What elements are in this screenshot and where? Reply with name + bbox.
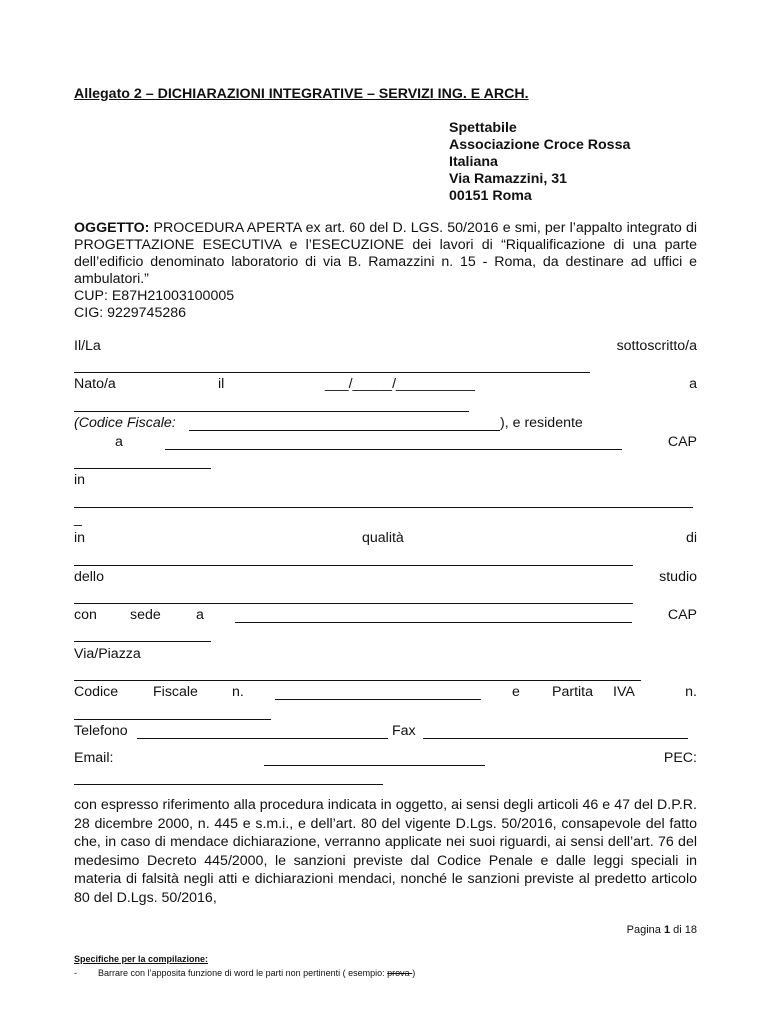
label-email: Email: bbox=[74, 750, 114, 766]
notes-dash: - bbox=[74, 968, 77, 978]
recipient-line: 00151 Roma bbox=[449, 188, 532, 204]
field-via-line[interactable] bbox=[74, 680, 641, 681]
recipient-block bbox=[449, 120, 630, 205]
label-il-la: Il/La bbox=[74, 338, 101, 354]
label-pec: PEC: bbox=[663, 750, 697, 766]
label-in-qualita: in bbox=[74, 530, 86, 546]
page-current: 1 bbox=[663, 924, 671, 936]
label-di: di bbox=[685, 530, 697, 546]
label-a-residence: a bbox=[115, 434, 123, 450]
field-email-line[interactable] bbox=[264, 765, 485, 766]
label-a: a bbox=[689, 376, 697, 392]
label-dello: dello bbox=[74, 569, 104, 585]
label-cap: CAP bbox=[667, 434, 697, 450]
subject-label: OGGETTO: bbox=[74, 220, 150, 236]
label-residente: ), e residente bbox=[500, 415, 583, 431]
label-cap-sede: CAP bbox=[667, 607, 697, 623]
notes-text: Barrare con l’apposita funzione di word le parti non pertinenti ( esempio: bbox=[98, 968, 388, 978]
label-cf-fiscale: Fiscale bbox=[153, 684, 198, 700]
label-cf-codice: Codice bbox=[74, 684, 119, 700]
recipient-line: Spettabile bbox=[449, 120, 517, 136]
field-cap-line[interactable] bbox=[74, 468, 211, 469]
field-fax-line[interactable] bbox=[423, 738, 688, 739]
notes-title: Specifiche per la compilazione: bbox=[74, 954, 209, 964]
declaration-paragraph: con espresso riferimento alla procedura indicata in oggetto, ai sensi degli articoli 46 e 47 del D.P.R. 28 dicembre 2000, n. 445 e s.m.i., e dell’art. 80 del vigente D.Lgs. 50/2016, consapevole del fatto che, in caso di mendace dichiarazione, verranno applicate nei suoi riguardi, ai sensi dell’art. 76 del medesimo Decreto 445/2000, le sanzioni previste dal Codice Penale e dalle leggi speciali in materia di falsità negli atti e dichiarazioni mendaci, nonché le sanzioni previste al predetto articolo 80 del D.Lgs. 50/2016, bbox=[74, 797, 697, 906]
label-sottoscritto: sottoscritto/a bbox=[616, 338, 697, 354]
field-pec-line[interactable] bbox=[74, 784, 383, 785]
label-e: e bbox=[512, 684, 520, 700]
page-prefix: Pagina bbox=[626, 924, 664, 936]
label-fax: Fax bbox=[392, 723, 416, 739]
notes-item bbox=[74, 968, 415, 978]
field-studio-line[interactable] bbox=[74, 603, 633, 604]
label-iva: IVA bbox=[613, 684, 635, 700]
label-cf-n: n. bbox=[232, 684, 244, 700]
page-number bbox=[627, 924, 697, 937]
field-sede-line[interactable] bbox=[235, 622, 632, 623]
label-in: in bbox=[74, 472, 86, 488]
field-birthplace-line[interactable] bbox=[74, 411, 469, 412]
subject-text: PROCEDURA APERTA ex art. 60 del D. LGS. 50/2016 e smi, per l’appalto integrato di PROGETTAZIONE ESECUTIVA e l’ESECUZIONE dei lavori di “Riqualificazione di una parte dell’edificio denominato laboratorio di via B. Ramazzini n. 15 - Roma, da destinare ad uffici e ambulatori.” bbox=[74, 220, 697, 287]
notes-example: prova bbox=[387, 968, 413, 978]
field-birth-date[interactable]: ___/_____/__________ bbox=[325, 376, 475, 392]
label-sede: sede bbox=[130, 607, 161, 623]
label-a-sede: a bbox=[196, 607, 204, 623]
field-cf-studio-line[interactable] bbox=[275, 699, 481, 700]
recipient-line: Associazione Croce Rossa bbox=[449, 137, 631, 153]
subject-block bbox=[74, 220, 697, 322]
label-dash: _ bbox=[74, 511, 82, 527]
field-telefono-line[interactable] bbox=[137, 738, 388, 739]
label-nato: Nato/a bbox=[74, 376, 116, 392]
field-residence-line[interactable] bbox=[165, 449, 622, 450]
recipient-line: Via Ramazzini, 31 bbox=[449, 171, 568, 187]
field-qualita-line[interactable] bbox=[74, 565, 633, 566]
notes-close: ) bbox=[412, 968, 416, 978]
cup-code: CUP: E87H21003100005 bbox=[74, 288, 235, 304]
field-address-line[interactable] bbox=[74, 507, 693, 508]
document-title: Allegato 2 – DICHIARAZIONI INTEGRATIVE – SERVIZI ING. E ARCH. bbox=[74, 86, 529, 102]
subject-paragraph bbox=[74, 220, 697, 288]
field-cap-sede-line[interactable] bbox=[74, 641, 211, 642]
label-telefono: Telefono bbox=[74, 723, 128, 739]
label-codice-fiscale: (Codice Fiscale: bbox=[74, 415, 176, 431]
field-partita-iva-line[interactable] bbox=[74, 719, 271, 720]
cig-code: CIG: 9229745286 bbox=[74, 305, 187, 321]
field-codice-fiscale-line[interactable] bbox=[189, 430, 500, 431]
label-con: con bbox=[74, 607, 97, 623]
page-total: 18 bbox=[684, 924, 697, 936]
label-via-piazza: Via/Piazza bbox=[74, 646, 141, 662]
label-iva-n: n. bbox=[685, 684, 697, 700]
recipient-line: Italiana bbox=[449, 154, 498, 170]
field-name-line[interactable] bbox=[74, 372, 590, 373]
label-partita: Partita bbox=[552, 684, 594, 700]
page-mid: di bbox=[670, 924, 685, 936]
label-studio: studio bbox=[659, 569, 697, 585]
label-il: il bbox=[218, 376, 225, 392]
label-qualita: qualità bbox=[362, 530, 404, 546]
